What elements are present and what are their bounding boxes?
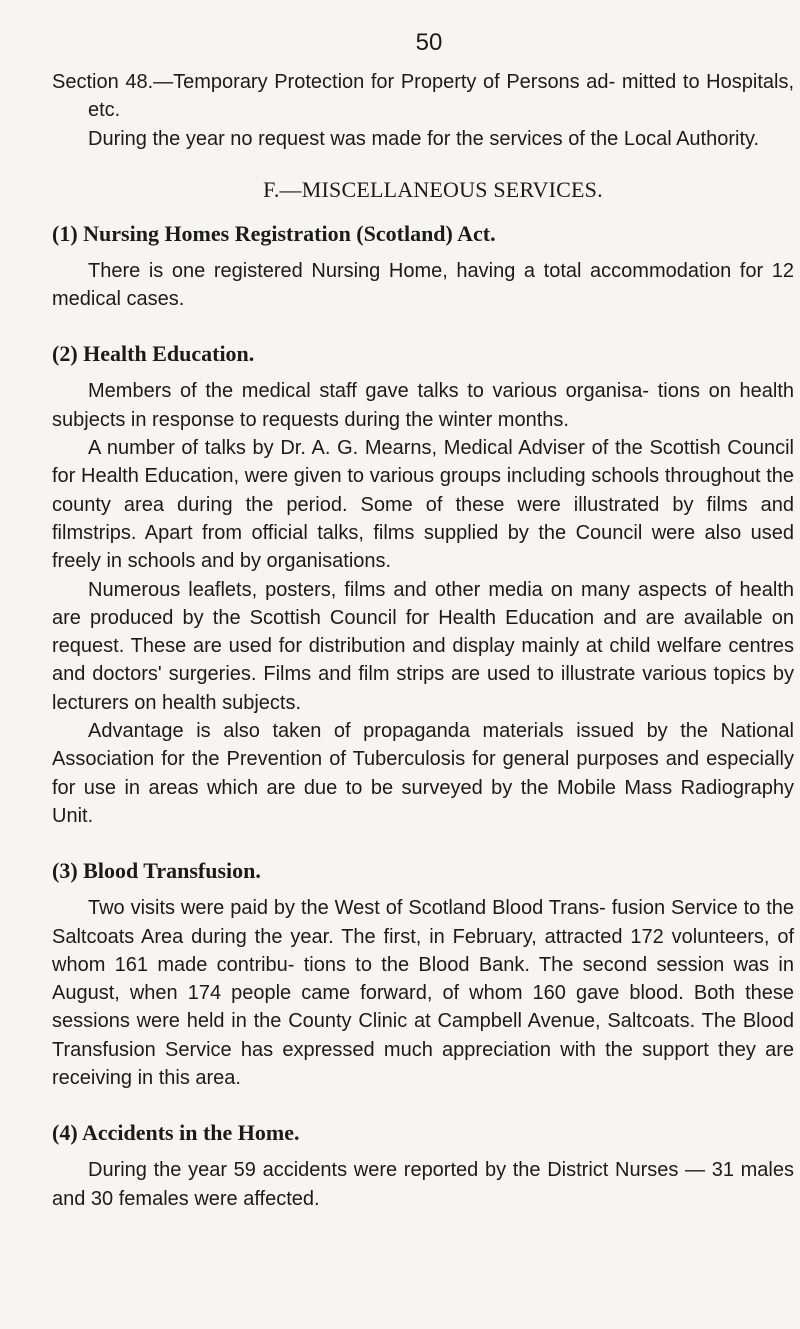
blood-transfusion-heading: (3) Blood Transfusion. [52,858,261,884]
health-education-heading: (2) Health Education. [52,341,255,367]
document-page [52,28,794,1213]
section-48-title: Section 48.—Temporary Protection for Property of Persons ad- mitted to Hospitals, etc. [52,71,794,122]
health-education-paragraph-4: Advantage is also taken of propaganda materials issued by the National Association for the Prevention of Tuberculosis for general purposes and especially for use in areas which are due to be surveyed by the Mobile Mass Radiography Unit. [52,720,794,827]
part-f-heading: F.—MISCELLANEOUS SERVICES. [263,176,603,202]
health-education-paragraph-3: Numerous leaflets, posters, films and other media on many aspects of health are produced by the Scottish Council for Health Education and are available on request. These are used for distribution and display mainly at child welfare centres and doctors' surgeries. Films and film strips are used to illustrate various topics by lecturers on health subjects. [52,578,794,714]
blood-transfusion-paragraph: Two visits were paid by the West of Scotland Blood Trans- fusion Service to the Saltcoats Area during the year. The first, in February, attracted 172 volunteers, of whom 161 made contribu- tions to the Blood Bank. The second session was in August, when 174 people came forward, of whom 160 gave blood. Both these sessions were held in the County Clinic at Campbell Avenue, Saltcoats. The Blood Transfusion Service has expressed much appreciation with the support they are receiving in this area. [52,897,794,1090]
health-education-paragraph-2: A number of talks by Dr. A. G. Mearns, Medical Adviser of the Scottish Council for Health Education, were given to various groups including schools throughout the county area during the period. Some of these were illustrated by films and filmstrips. Apart from official talks, films supplied by the Council were also used freely in schools and by organisations. [52,437,794,573]
nursing-homes-heading: (1) Nursing Homes Registration (Scotland) Act. [52,220,496,246]
health-education-paragraph-1: Members of the medical staff gave talks to various organisa- tions on health subjects in response to requests during the winter months. [52,380,794,431]
section-48-text: During the year no request was made for the services of the Local Authority. [88,127,760,150]
nursing-homes-paragraph: There is one registered Nursing Home, having a total accommodation for 12 medical cases. [52,259,794,311]
page-number: 50 [415,29,443,56]
accidents-heading: (4) Accidents in the Home. [52,1120,300,1146]
accidents-paragraph: During the year 59 accidents were reported by the District Nurses — 31 males and 30 females were affected. [52,1159,794,1210]
